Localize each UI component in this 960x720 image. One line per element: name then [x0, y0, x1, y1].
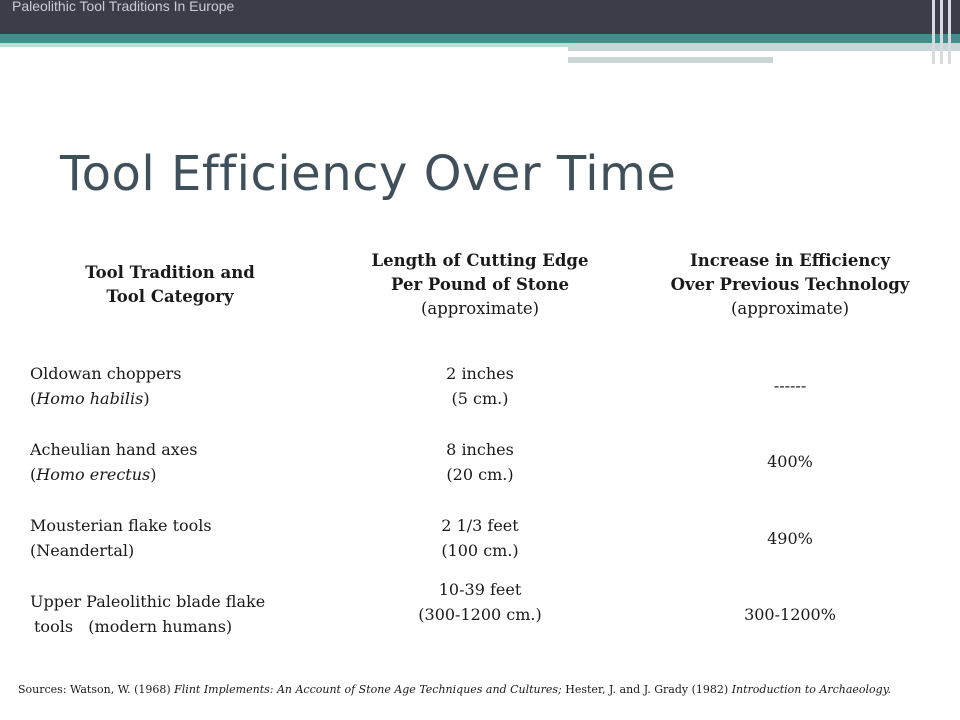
column-header-line: Tool Tradition and: [85, 263, 255, 282]
accent-band-light: [568, 43, 960, 51]
column-header-line: Increase in Efficiency: [689, 251, 890, 270]
tradition-name-cont: tools (modern humans): [34, 617, 233, 636]
column-header-length: [330, 249, 630, 321]
accent-band: [0, 34, 960, 43]
table-cell-increase: 300-1200%: [744, 605, 836, 624]
table-cell-tradition: Acheulian hand axes (Homo erectus): [30, 440, 198, 484]
column-header-tradition: [40, 261, 300, 309]
column-header-note: (approximate): [420, 299, 540, 318]
column-header-increase: [630, 249, 950, 321]
accent-band-light: [0, 43, 568, 47]
column-header-note: (approximate): [730, 299, 850, 318]
decor-stripe: [948, 0, 951, 64]
table-cell-length: 10-39 feet (300-1200 cm.): [418, 580, 542, 624]
sources-note: Sources: Watson, W. (1968) Flint Implements: An Account of Stone Age Techniques and Cultures; Hester, J. and J. Grady (1982) Introduction to Archaeology.: [18, 683, 891, 696]
table-cell-increase: ------: [773, 376, 807, 395]
column-header-line: Per Pound of Stone: [390, 275, 570, 294]
decor-stripe: [932, 0, 935, 64]
tradition-name: Upper Paleolithic blade flake: [30, 592, 266, 611]
table-cell-increase: 400%: [767, 452, 813, 471]
hominin-name: Neandertal: [36, 541, 129, 560]
column-header-line: Tool Category: [106, 287, 234, 306]
table-cell-length: 2 1/3 feet (100 cm.): [441, 516, 519, 560]
slide-title: Tool Efficiency Over Time: [60, 146, 677, 202]
tradition-name: Mousterian flake tools: [30, 516, 212, 535]
decor-stripe: [940, 0, 943, 64]
table-cell-tradition: Oldowan choppers (Homo habilis): [30, 364, 182, 408]
table-cell-increase: 490%: [767, 529, 813, 548]
source-title: Introduction to Archaeology.: [731, 683, 891, 696]
hominin-name: Homo erectus: [36, 465, 151, 484]
accent-band-light: [568, 57, 773, 63]
source-title: Flint Implements: An Account of Stone Age Techniques and Cultures;: [174, 683, 562, 696]
column-header-line: Length of Cutting Edge: [371, 251, 589, 270]
tradition-name: Acheulian hand axes: [30, 440, 198, 459]
hominin-name: Homo habilis: [36, 389, 144, 408]
table-cell-tradition: Mousterian flake tools (Neandertal): [30, 516, 212, 560]
table-cell-length: 2 inches (5 cm.): [446, 364, 514, 408]
column-header-line: Over Previous Technology: [670, 275, 910, 294]
table-cell-tradition: [30, 589, 265, 639]
presentation-title: Paleolithic Tool Traditions In Europe: [12, 0, 235, 14]
tradition-name: Oldowan choppers: [30, 364, 182, 383]
table-cell-length: 8 inches (20 cm.): [446, 440, 514, 484]
